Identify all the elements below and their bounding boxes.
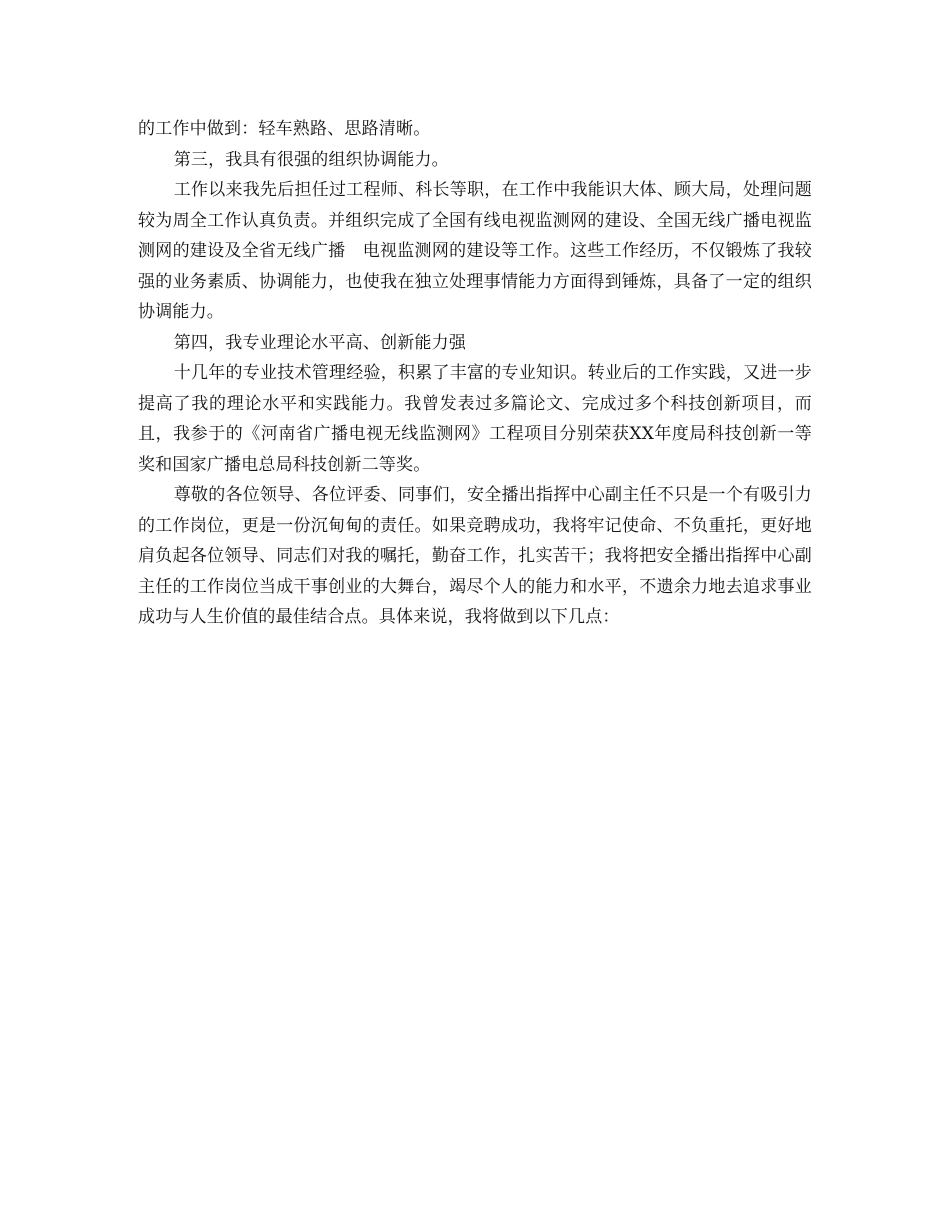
paragraph-6: 尊敬的各位领导、各位评委、同事们，安全播出指挥中心副主任不只是一个有吸引力的工作岗位，更是一份沉甸甸的责任。如果竞聘成功，我将牢记使命、不负重托，更好地肩负起各位领导、同志们对我的嘱托，勤奋工作，扎实苦干；我将把安全播出指挥中心副主任的工作岗位当成干事创业的大舞台，竭尽个人的能力和水平，不遗余力地去追求事业成功与人生价值的最佳结合点。具体来说，我将做到以下几点： xyxy=(138,485,812,627)
paragraph-3: 工作以来我先后担任过工程师、科长等职，在工作中我能识大体、顾大局，处理问题较为周全工作认真负责。并组织完成了全国有线电视监测网的建设、全国无线广播电视监测网的建设及全省无线广播 电视监测网的建设等工作。这些工作经历，不仅锻炼了我较强的业务素质、协调能力，也使我在独立处理事情能力方面得到锤炼，具备了一定的组织协调能力。 xyxy=(138,180,812,322)
paragraph-1: 的工作中做到：轻车熟路、思路清晰。 xyxy=(138,119,431,139)
paragraph-4: 第四，我专业理论水平高、创新能力强 xyxy=(173,332,467,353)
document-body xyxy=(138,114,812,633)
paragraph-2: 第三，我具有很强的组织协调能力。 xyxy=(173,149,449,170)
paragraph-5: 十几年的专业技术管理经验，积累了丰富的专业知识。转业后的工作实践，又进一步提高了我的理论水平和实践能力。我曾发表过多篇论文、完成过多个科技创新项目，而且，我参于的《河南省广播电视无线监测网》工程项目分别荣获XX年度局科技创新一等奖和国家广播电总局科技创新二等奖。 xyxy=(138,363,812,475)
